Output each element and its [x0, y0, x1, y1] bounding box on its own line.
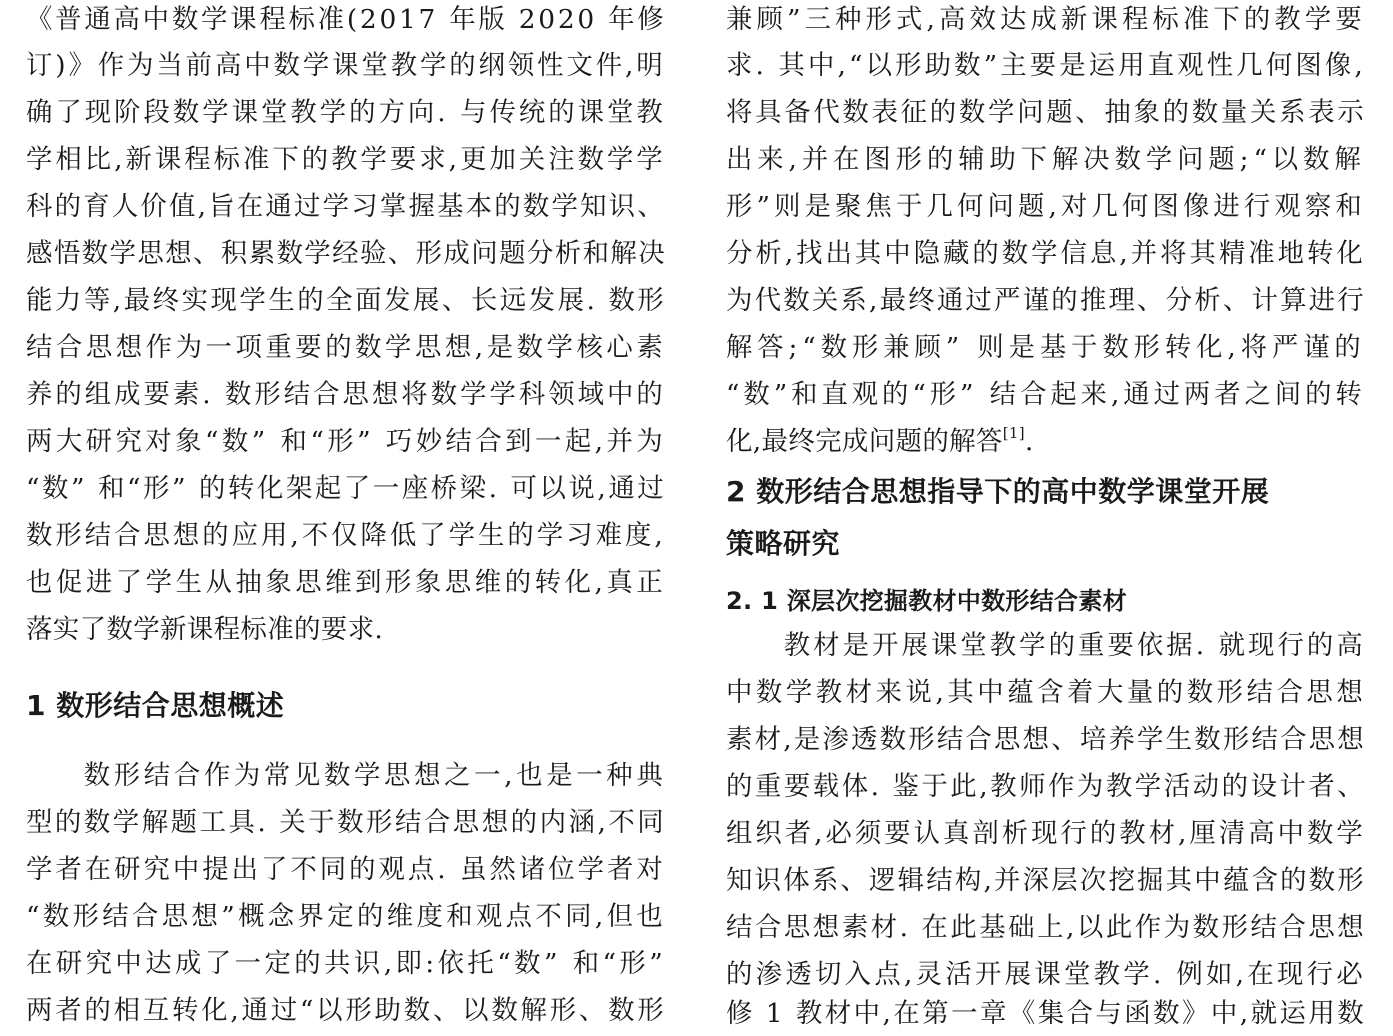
text-line: 出来,并在图形的辅助下解决数学问题;“以数解: [726, 144, 1366, 175]
text-line: 知识体系、逻辑结构,并深层次挖掘其中蕴含的数形: [726, 865, 1366, 896]
text-line: “数” 和“形” 的转化架起了一座桥梁. 可以说,通过: [26, 473, 667, 504]
text-line: 养的组成要素. 数形结合思想将数学学科领域中的: [26, 379, 666, 410]
text-line: 分析,找出其中隐藏的数学信息,并将其精准地转化: [726, 238, 1366, 269]
text-line: 感悟数学思想、积累数学经验、形成问题分析和解决: [26, 238, 667, 269]
text-line: 为代数关系,最终通过严谨的推理、分析、计算进行: [726, 285, 1366, 316]
text-line: 《普通高中数学课程标准(2017 年版 2020 年修: [26, 4, 667, 35]
text-line: 能力等,最终实现学生的全面发展、长远发展. 数形: [26, 285, 667, 316]
text-line: 将具备代数表征的数学问题、抽象的数量关系表示: [726, 97, 1367, 128]
section-2-heading: 2 数形结合思想指导下的高中数学课堂开展: [726, 475, 1270, 508]
text-line: “数”和直观的“形” 结合起来,通过两者之间的转: [726, 379, 1366, 410]
text-line: 学者在研究中提出了不同的观点. 虽然诸位学者对: [26, 854, 666, 885]
text-line: 解答;“数形兼顾” 则是基于数形转化,将严谨的: [726, 332, 1366, 363]
text-line: 在研究中达成了一定的共识,即:依托“数” 和“形”: [26, 948, 667, 979]
text-line: 中数学教材来说,其中蕴含着大量的数形结合思想: [726, 677, 1367, 708]
text-line: 组织者,必须要认真剖析现行的教材,厘清高中数学: [726, 818, 1366, 849]
text-line: 科的育人价值,旨在通过学习掌握基本的数学知识、: [26, 191, 666, 222]
text-line: 学相比,新课程标准下的教学要求,更加关注数学学: [26, 144, 666, 175]
text-line: 的重要载体. 鉴于此,教师作为教学活动的设计者、: [726, 771, 1367, 802]
text-line: 结合思想作为一项重要的数学思想,是数学核心素: [26, 332, 667, 363]
text-line: 订)》作为当前高中数学课堂教学的纲领性文件,明: [26, 50, 666, 81]
subsection-2-1-heading: 2. 1 深层次挖掘教材中数形结合素材: [726, 587, 1127, 615]
citation-ref: [1]: [1002, 424, 1025, 442]
text-line: 数形结合作为常见数学思想之一,也是一种典: [83, 760, 667, 791]
text-line: 修 1 教材中,在第一章《集合与函数》中,就运用数: [726, 998, 1367, 1029]
text-line: 兼顾”三种形式,高效达成新课程标准下的教学要: [726, 4, 1366, 35]
text-line: 的渗透切入点,灵活开展课堂教学. 例如,在现行必: [726, 959, 1366, 990]
section-1-heading: 1 数形结合思想概述: [26, 689, 285, 722]
text-line: 两大研究对象“数” 和“形” 巧妙结合到一起,并为: [26, 426, 667, 457]
text-line: 确了现阶段数学课堂教学的方向. 与传统的课堂教: [26, 97, 666, 128]
text-line: 数形结合思想的应用,不仅降低了学生的学习难度,: [26, 520, 666, 551]
text-line: “数形结合思想”概念界定的维度和观点不同,但也: [26, 901, 667, 932]
text-line: 两者的相互转化,通过“以形助数、以数解形、数形: [26, 995, 667, 1026]
text-line: 结合思想素材. 在此基础上,以此作为数形结合思想: [726, 912, 1367, 943]
text-line: 型的数学解题工具. 关于数形结合思想的内涵,不同: [26, 807, 667, 838]
text-line: 也促进了学生从抽象思维到形象思维的转化,真正: [26, 567, 667, 598]
text-line: 形”则是聚焦于几何问题,对几何图像进行观察和: [726, 191, 1366, 222]
text-line: 求. 其中,“以形助数”主要是运用直观性几何图像,: [726, 50, 1366, 81]
text-line: 化,最终完成问题的解答[1].: [726, 424, 1034, 457]
section-2-heading-cont: 策略研究: [726, 527, 841, 560]
text-line: 落实了数学新课程标准的要求.: [26, 614, 384, 645]
text-line: 教材是开展课堂教学的重要依据. 就现行的高: [783, 630, 1366, 661]
text-line: 素材,是渗透数形结合思想、培养学生数形结合思想: [726, 724, 1366, 755]
